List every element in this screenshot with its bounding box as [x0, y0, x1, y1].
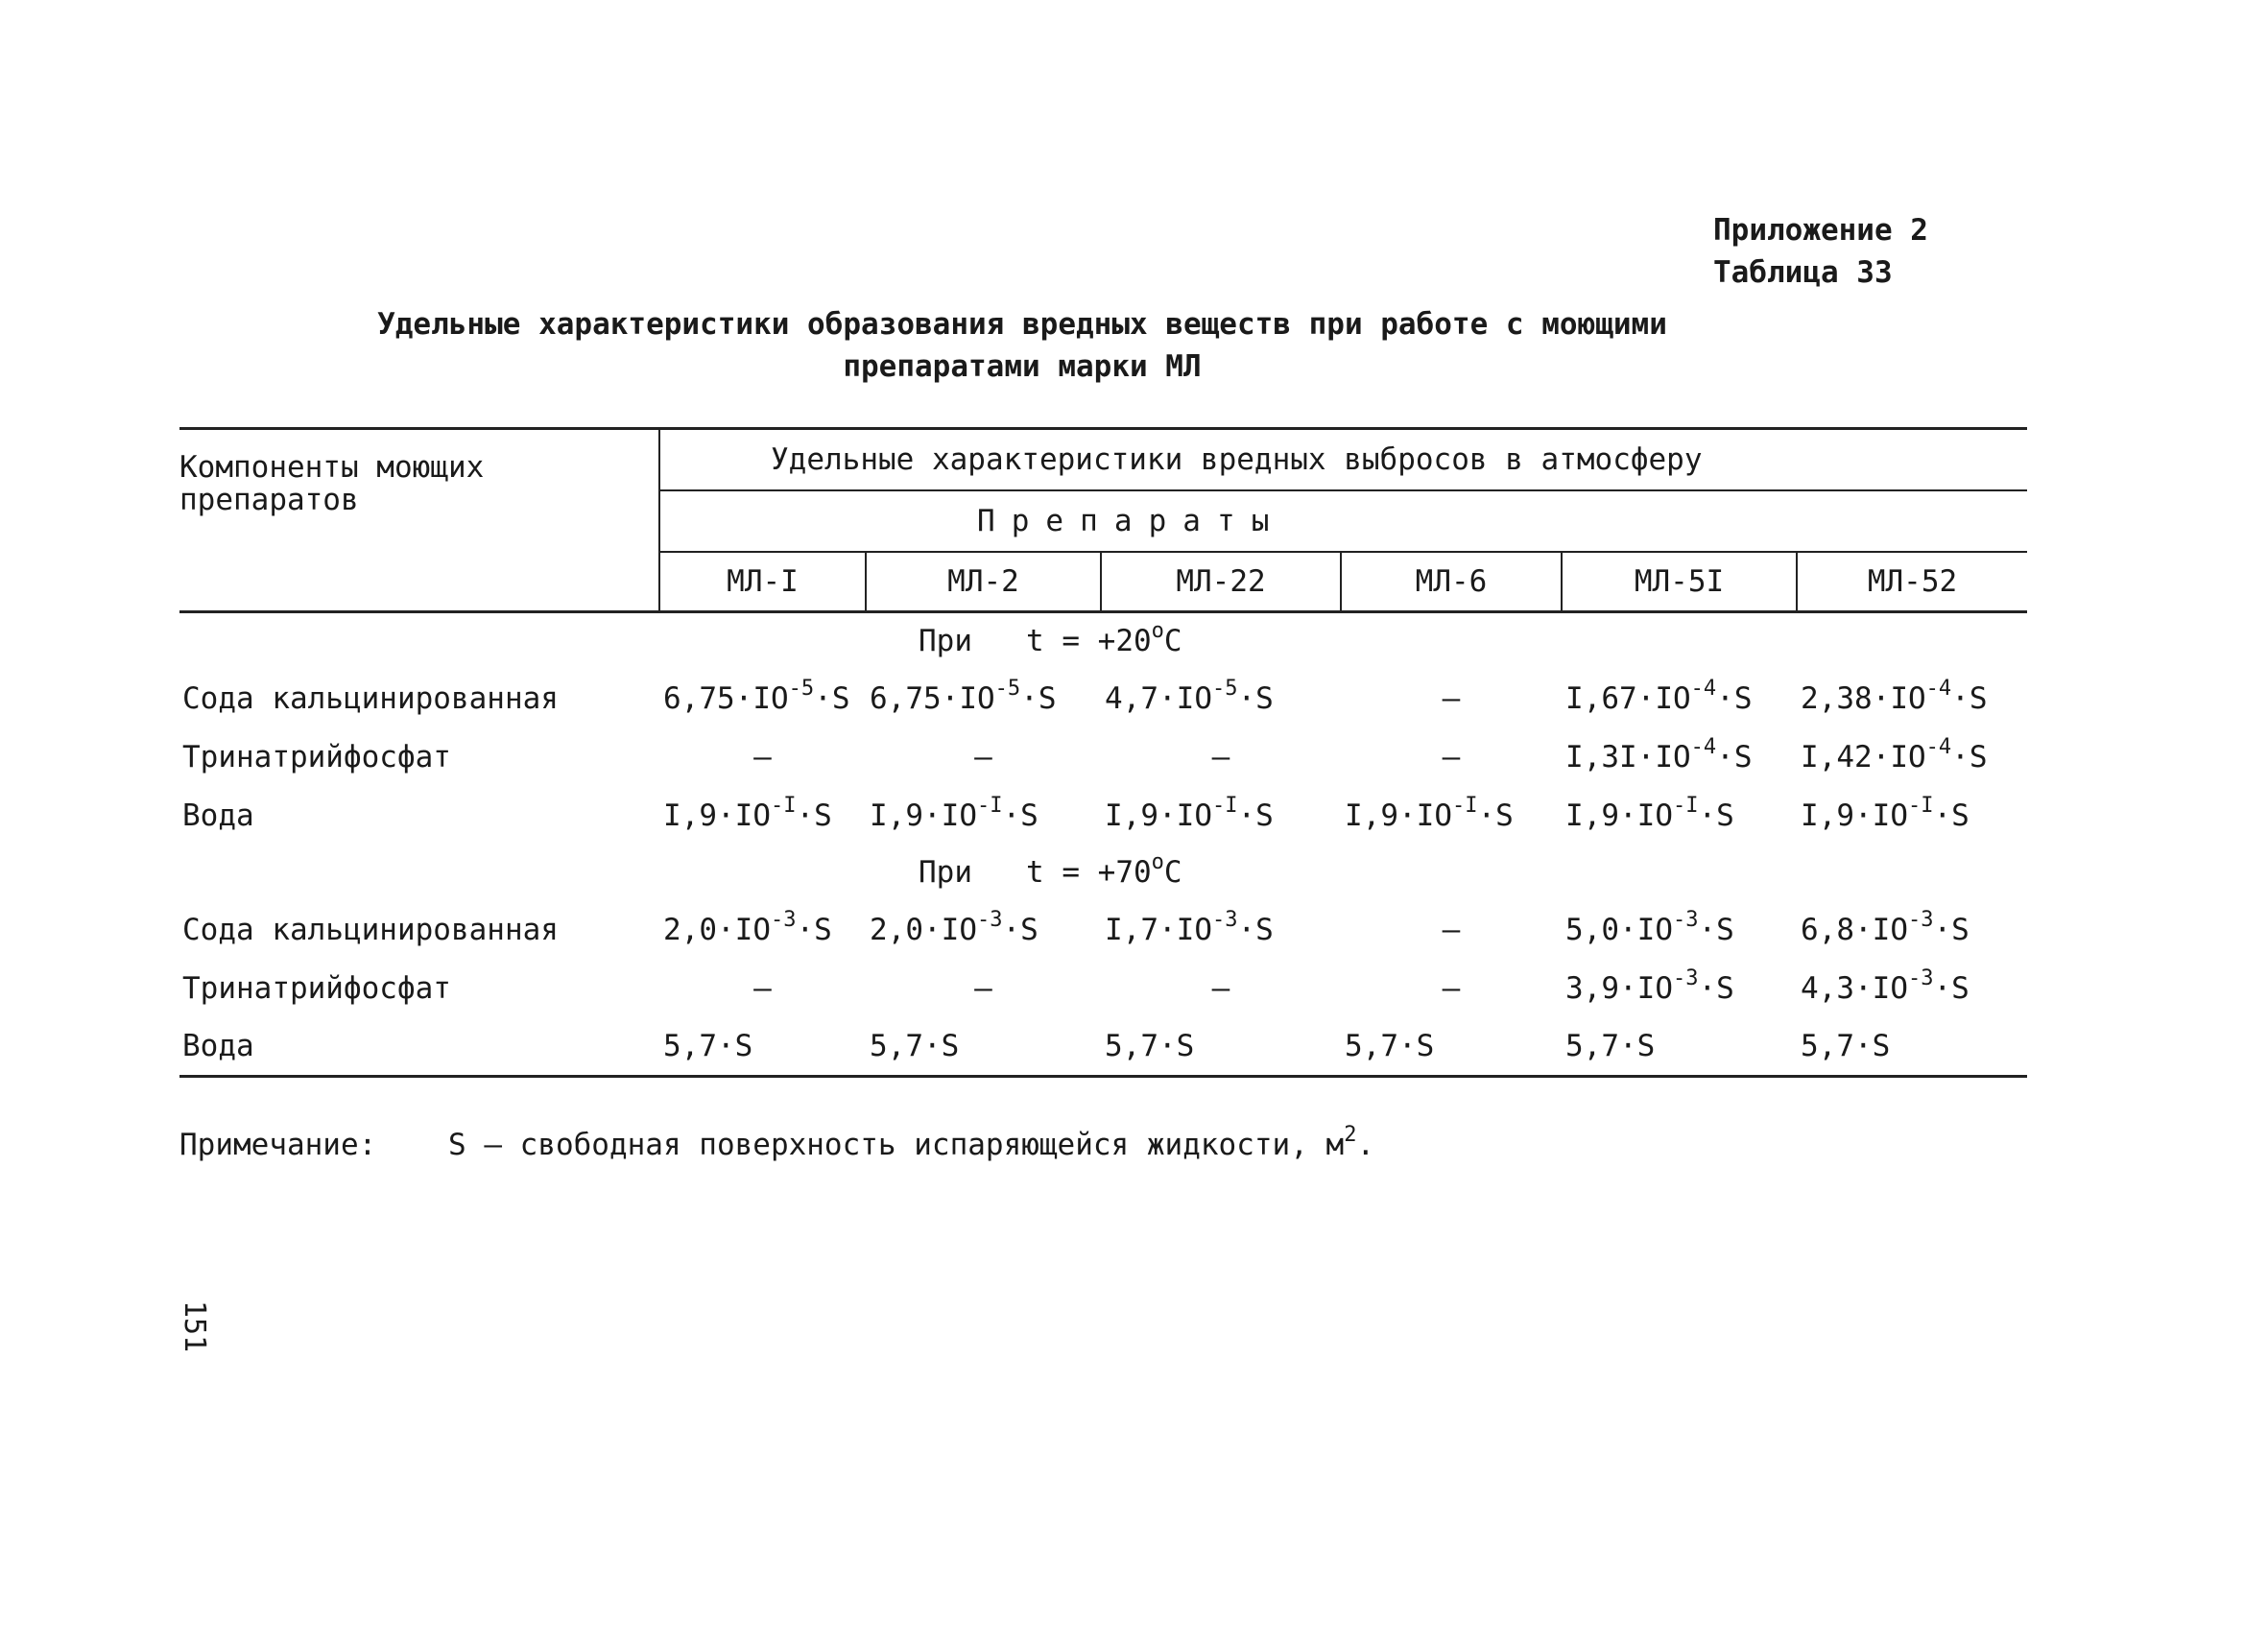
emission-value — [1101, 669, 1341, 727]
value-area-factor: ·S — [1020, 680, 1057, 716]
empty-value-dash: – — [1211, 970, 1230, 1006]
value-mantissa: 5,7·S — [870, 1029, 960, 1063]
value-mantissa: 5,0·IO — [1565, 912, 1673, 947]
table-row — [179, 669, 2027, 727]
condition-row — [179, 612, 2027, 670]
component-name: Сода кальцинированная — [182, 912, 559, 947]
empty-value-dash: – — [1442, 739, 1461, 774]
value-exponent: -I — [1672, 793, 1699, 818]
value-mantissa: I,67·IO — [1565, 680, 1691, 716]
emission-value — [1797, 786, 2027, 845]
value-mantissa: I,3I·IO — [1565, 739, 1691, 774]
emission-value — [866, 786, 1101, 845]
value-exponent: -I — [1451, 793, 1478, 818]
empty-value-dash: – — [1442, 970, 1461, 1006]
value-exponent: -5 — [788, 676, 815, 701]
value-exponent: -3 — [770, 907, 797, 932]
value-area-factor: ·S — [1933, 798, 1970, 833]
emission-value — [1797, 959, 2027, 1017]
value-mantissa: 4,3·IO — [1801, 970, 1908, 1006]
emission-value — [1101, 786, 1341, 845]
value-mantissa: 2,0·IO — [663, 912, 771, 947]
value-mantissa: 3,9·IO — [1565, 970, 1673, 1006]
value-exponent: -I — [770, 793, 797, 818]
emission-value — [866, 669, 1101, 727]
emission-value — [1101, 1017, 1341, 1077]
value-mantissa: I,9·IO — [1565, 798, 1673, 833]
value-exponent: -4 — [1690, 676, 1717, 701]
emission-value — [1797, 669, 2027, 727]
emission-value — [1797, 1017, 2027, 1077]
empty-value-dash: – — [1211, 739, 1230, 774]
title-line-2: препаратами марки МЛ — [843, 349, 1202, 384]
value-mantissa: I,9·IO — [1801, 798, 1908, 833]
condition-temperature: t = +70 — [1026, 855, 1152, 890]
value-area-factor: ·S — [1237, 912, 1274, 947]
value-area-factor: ·S — [1698, 912, 1734, 947]
emission-value — [1562, 959, 1797, 1017]
emission-value — [866, 900, 1101, 959]
emission-value — [866, 1017, 1101, 1077]
value-mantissa: I,9·IO — [870, 798, 977, 833]
value-exponent: -3 — [976, 907, 1003, 932]
value-mantissa: 6,75·IO — [663, 680, 789, 716]
empty-cell — [179, 612, 659, 670]
emission-value — [659, 669, 866, 727]
group-header: Удельные характеристики вредных выбросов в атмосферу — [659, 429, 2027, 491]
footnote-end: . — [1356, 1128, 1375, 1162]
component-name: Сода кальцинированная — [182, 680, 559, 716]
value-area-factor: ·S — [1933, 970, 1970, 1006]
component-name: Тринатрийфосфат — [182, 739, 451, 774]
value-exponent: -5 — [994, 676, 1021, 701]
emission-value — [1341, 1017, 1562, 1077]
component-name: Вода — [179, 1017, 659, 1077]
emission-value — [1562, 900, 1797, 959]
emission-value — [1562, 727, 1797, 786]
value-area-factor: ·S — [1237, 798, 1274, 833]
brand-header: МЛ-52 — [1797, 552, 2027, 612]
brand-header: МЛ-5I — [1562, 552, 1797, 612]
appendix-reference — [1713, 209, 1928, 294]
value-mantissa: 6,8·IO — [1801, 912, 1908, 947]
value-area-factor: ·S — [1237, 680, 1274, 716]
title-line-1: Удельные характеристики образования вредных веществ при работе с моющими — [377, 307, 1667, 342]
footnote-text: S – свободная поверхность испаряющейся жидкости, м — [448, 1128, 1345, 1162]
footnote-label: Примечание: — [179, 1128, 377, 1162]
condition-unit: C — [1163, 855, 1182, 890]
value-exponent: -4 — [1690, 734, 1717, 759]
empty-cell — [179, 845, 659, 900]
value-area-factor: ·S — [796, 912, 832, 947]
value-mantissa: 5,7·S — [663, 1029, 753, 1063]
value-mantissa: 5,7·S — [1801, 1029, 1891, 1063]
emission-value — [1562, 1017, 1797, 1077]
temperature-condition — [659, 845, 2027, 900]
document-title — [288, 303, 1756, 388]
value-mantissa: I,42·IO — [1801, 739, 1926, 774]
emission-value — [659, 786, 866, 845]
footnote — [179, 1123, 1375, 1162]
value-mantissa: I,7·IO — [1105, 912, 1212, 947]
footnote-exponent: 2 — [1344, 1123, 1357, 1147]
condition-row — [179, 845, 2027, 900]
value-area-factor: ·S — [1951, 739, 1988, 774]
value-area-factor: ·S — [796, 798, 832, 833]
table-row — [179, 786, 2027, 845]
subgroup-header: Препараты — [659, 490, 2027, 552]
brand-header: МЛ-2 — [866, 552, 1101, 612]
value-area-factor: ·S — [1933, 912, 1970, 947]
empty-value-dash: – — [1442, 912, 1461, 947]
value-exponent: -3 — [1907, 907, 1934, 932]
emission-value — [659, 1017, 866, 1077]
value-mantissa: 6,75·IO — [870, 680, 995, 716]
value-mantissa: I,9·IO — [663, 798, 771, 833]
value-mantissa: 2,38·IO — [1801, 680, 1926, 716]
table-row — [179, 900, 2027, 959]
value-exponent: -I — [1211, 793, 1238, 818]
table-row — [179, 1017, 2027, 1077]
value-area-factor: ·S — [1477, 798, 1514, 833]
emission-value — [1797, 900, 2027, 959]
table-row — [179, 959, 2027, 1017]
value-exponent: -I — [976, 793, 1003, 818]
value-mantissa: 5,7·S — [1345, 1029, 1435, 1063]
emission-value — [659, 900, 866, 959]
value-exponent: -3 — [1907, 965, 1934, 990]
page-number: 151 — [178, 1300, 211, 1353]
component-header: Компоненты моющих препаратов — [179, 429, 659, 612]
value-exponent: -3 — [1211, 907, 1238, 932]
condition-temperature: t = +20 — [1026, 624, 1152, 658]
empty-value-dash: – — [753, 970, 772, 1006]
value-exponent: -3 — [1672, 965, 1699, 990]
value-exponent: -4 — [1925, 734, 1952, 759]
value-area-factor: ·S — [1698, 798, 1734, 833]
value-exponent: -5 — [1211, 676, 1238, 701]
brand-header: МЛ-22 — [1101, 552, 1341, 612]
emission-value — [1101, 900, 1341, 959]
value-mantissa: I,9·IO — [1345, 798, 1452, 833]
component-name: Тринатрийфосфат — [182, 970, 451, 1006]
value-mantissa: I,9·IO — [1105, 798, 1212, 833]
value-mantissa: 4,7·IO — [1105, 680, 1212, 716]
value-exponent: -3 — [1672, 907, 1699, 932]
value-mantissa: 5,7·S — [1105, 1029, 1195, 1063]
brand-header: МЛ-I — [659, 552, 866, 612]
empty-value-dash: – — [1442, 680, 1461, 716]
empty-value-dash: – — [974, 970, 992, 1006]
component-name: Вода — [182, 798, 254, 833]
empty-value-dash: – — [753, 739, 772, 774]
value-exponent: -4 — [1925, 676, 1952, 701]
value-exponent: -I — [1907, 793, 1934, 818]
appendix-label: Приложение 2 — [1713, 213, 1928, 248]
temperature-condition — [659, 612, 2027, 670]
value-area-factor: ·S — [1698, 970, 1734, 1006]
table-body — [179, 612, 2027, 1077]
emission-value — [1562, 786, 1797, 845]
value-area-factor: ·S — [1002, 798, 1039, 833]
degree-sign: o — [1151, 850, 1164, 874]
table-row — [179, 727, 2027, 786]
emission-value — [1562, 669, 1797, 727]
emission-value — [1797, 727, 2027, 786]
emissions-table — [179, 427, 2027, 1078]
emission-value — [1341, 786, 1562, 845]
condition-prefix: При — [919, 624, 972, 658]
condition-prefix: При — [919, 855, 972, 890]
condition-unit: C — [1163, 624, 1182, 658]
value-area-factor: ·S — [1002, 912, 1039, 947]
table-number: Таблица 33 — [1713, 255, 1893, 290]
value-area-factor: ·S — [814, 680, 850, 716]
value-area-factor: ·S — [1951, 680, 1988, 716]
value-mantissa: 5,7·S — [1565, 1029, 1656, 1063]
empty-value-dash: – — [974, 739, 992, 774]
value-area-factor: ·S — [1716, 680, 1753, 716]
value-mantissa: 2,0·IO — [870, 912, 977, 947]
degree-sign: o — [1151, 619, 1164, 643]
value-area-factor: ·S — [1716, 739, 1753, 774]
brand-header: МЛ-6 — [1341, 552, 1562, 612]
